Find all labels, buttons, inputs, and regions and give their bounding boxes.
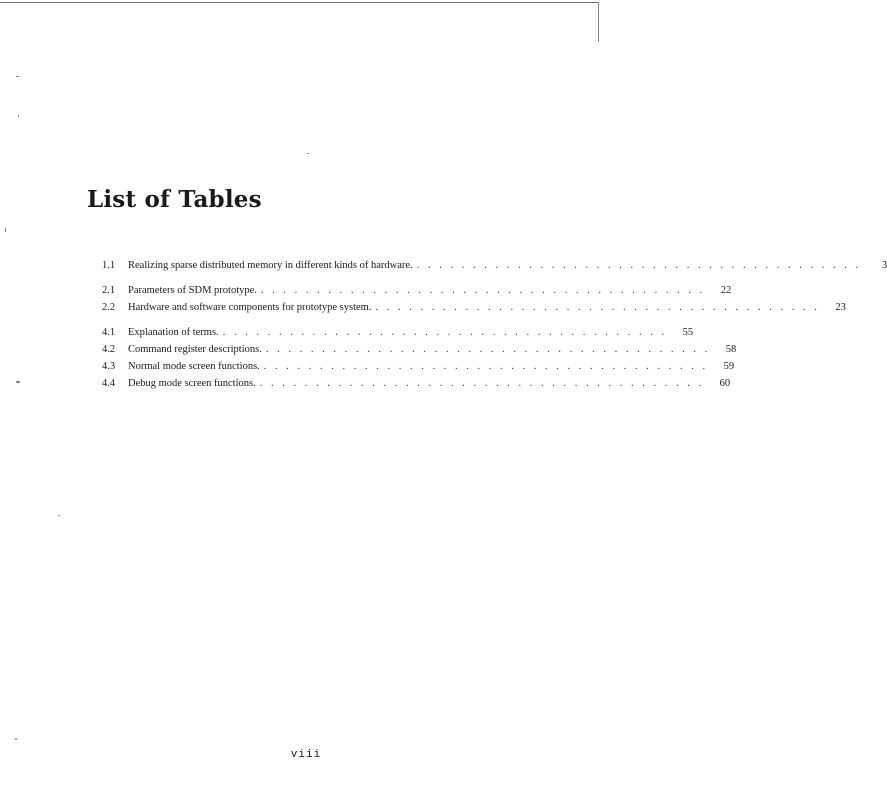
page-number: 3 <box>881 260 887 271</box>
scan-speck <box>16 76 19 77</box>
page-number: 55 <box>682 327 694 338</box>
table-number: 4.1 <box>102 327 116 338</box>
toc-group-chapter-2 <box>102 282 846 316</box>
toc-entry[interactable] <box>102 358 735 375</box>
dot-leader: . . . . . . . . . . . . . . . . . . . . . . . . . . . . . . . . . . . . . . . . <box>222 327 668 338</box>
table-title: Command register descriptions. <box>128 344 262 355</box>
toc-entry[interactable] <box>102 341 737 358</box>
page-number: 59 <box>723 361 735 372</box>
table-number: 2.2 <box>102 302 116 313</box>
table-number: 4.4 <box>102 378 116 389</box>
page-number: 60 <box>719 378 731 389</box>
table-title: Explanation of terms. <box>128 327 219 338</box>
page-number: 23 <box>835 302 846 313</box>
scan-speck <box>15 738 17 740</box>
scan-speck <box>58 515 60 516</box>
dot-leader: . . . . . . . . . . . . . . . . . . . . . . . . . . . . . . . . . . . . . . . . <box>260 285 706 296</box>
dot-leader: . . . . . . . . . . . . . . . . . . . . . . . . . . . . . . . . . . . . . . . . <box>259 378 705 389</box>
toc-entry[interactable] <box>102 282 732 299</box>
toc-entry[interactable] <box>102 375 731 392</box>
scan-speck <box>5 228 6 232</box>
toc-group-chapter-1 <box>102 257 887 274</box>
scan-edge-right <box>598 2 599 42</box>
table-number: 1.1 <box>102 260 116 271</box>
table-number: 4.3 <box>102 361 116 372</box>
table-title: Debug mode screen functions. <box>128 378 256 389</box>
dot-leader: . . . . . . . . . . . . . . . . . . . . . . . . . . . . . . . . . . . . . . . . <box>375 302 820 313</box>
dot-leader: . . . . . . . . . . . . . . . . . . . . . . . . . . . . . . . . . . . . . . . . <box>416 260 862 271</box>
scan-speck <box>16 381 20 383</box>
page-number: 22 <box>720 285 732 296</box>
toc-entry[interactable] <box>102 324 694 341</box>
page-number: 58 <box>725 344 737 355</box>
table-title: Realizing sparse distributed memory in different kinds of hardware. <box>128 260 413 271</box>
table-number: 2.1 <box>102 285 116 296</box>
footer-page-number: viii <box>290 749 322 761</box>
scan-edge-top <box>0 2 598 3</box>
table-title: Parameters of SDM prototype. <box>128 285 257 296</box>
toc-group-chapter-4 <box>102 324 737 392</box>
toc-entry[interactable] <box>102 299 846 316</box>
dot-leader: . . . . . . . . . . . . . . . . . . . . . . . . . . . . . . . . . . . . . . . . <box>263 361 709 372</box>
scan-speck <box>307 153 309 154</box>
table-title: Hardware and software components for prototype system. <box>128 302 372 313</box>
table-title: Normal mode screen functions. <box>128 361 260 372</box>
scan-speck <box>18 115 19 117</box>
toc-entry[interactable] <box>102 257 887 274</box>
page-heading: List of Tables <box>87 186 262 213</box>
table-number: 4.2 <box>102 344 116 355</box>
dot-leader: . . . . . . . . . . . . . . . . . . . . . . . . . . . . . . . . . . . . . . . . <box>265 344 711 355</box>
list-of-tables <box>102 257 887 400</box>
